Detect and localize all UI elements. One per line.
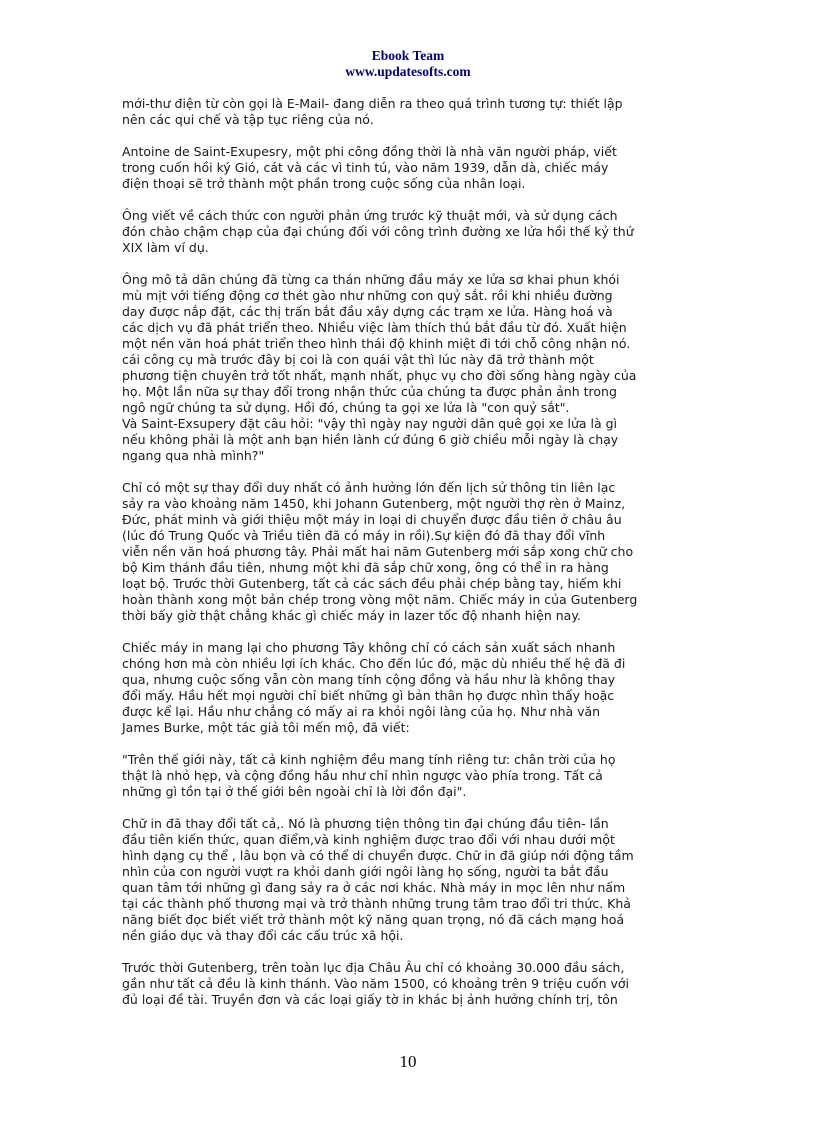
text-line: cái công cụ mà trước đây bị coi là con quái vật thì lúc này đã trở thành một [122, 352, 594, 367]
text-line: gần như tất cả đều là kinh thánh. Vào năm 1500, có khoảng trên 9 triệu cuốn với [122, 976, 629, 991]
text-line: ngang qua nhà mình?" [122, 448, 265, 463]
text-line: nếu không phải là một anh bạn hiền lành cứ đúng 6 giờ chiều mỗi ngày là chạy [122, 432, 619, 447]
paragraph [122, 96, 706, 128]
text-line: Ông mô tả dân chúng đã từng ca thán những đầu máy xe lửa sơ khai phun khói [122, 272, 620, 287]
text-line: (lúc đó Trung Quốc và Triều tiên đã có máy in rồi).Sự kiện đó đã thay đổi vĩnh [122, 528, 606, 543]
text-line: James Burke, một tác giả tôi mến mộ, đã viết: [122, 720, 410, 735]
page-number: 10 [399, 1052, 417, 1071]
text-line: được kể lại. Hầu như chẳng có mấy ai ra khỏi ngôi làng của họ. Như nhà văn [122, 704, 601, 719]
paragraph [122, 960, 706, 1008]
text-line: trong cuốn hồi ký Gió, cát và các vì tinh tú, vào năm 1939, dẫn dà, chiếc máy [122, 160, 609, 175]
paragraph [122, 640, 706, 736]
text-line: sảy ra vào khoảng năm 1450, khi Johann Gutenberg, một người thợ rèn ở Mainz, [122, 496, 626, 511]
text-line: bộ Kim thánh đầu tiên, nhưng một khi đã sắp chữ xong, ông có thể in ra hàng [122, 560, 609, 575]
text-line: Chỉ có một sự thay đổi duy nhất có ảnh hưởng lớn đến lịch sử thông tin liên lạc [122, 480, 616, 495]
header-url: www.updatesofts.com [345, 64, 471, 79]
paragraph [122, 208, 706, 256]
text-line: quan tâm tới những gì đang sảy ra ở các nơi khác. Nhà máy in mọc lên như nấm [122, 880, 626, 895]
text-line: day được nắp đặt, các thị trấn bắt đầu xây dựng các trạm xe lửa. Hàng hoá và [122, 304, 613, 319]
text-line: Và Saint-Exsupery đặt câu hỏi: "vậy thì ngày nay người dân quê gọi xe lửa là gì [122, 416, 618, 431]
text-line: Chữ in đã thay đổi tất cả,. Nó là phương tiện thông tin đại chúng đầu tiên- lần [122, 816, 609, 831]
text-line: các dịch vụ đã phát triển theo. Nhiều việc làm thích thú bắt đầu từ đó. Xuất hiện [122, 320, 627, 335]
text-line: XIX làm ví dụ. [122, 240, 209, 255]
text-line: "Trên thế giới này, tất cả kinh nghiệm đều mang tính riêng tư: chân trời của họ [122, 752, 616, 767]
text-line: nhìn của con người vượt ra khỏi danh giới ngôi làng họ sống, người ta bắt đầu [122, 864, 609, 879]
text-line: những gì tồn tại ở thế giới bên ngoài chỉ là lời đồn đại". [122, 784, 467, 799]
text-line: mới-thư điện từ còn gọi là E-Mail- đang diễn ra theo quá trình tương tự: thiết lập [122, 96, 623, 111]
text-line: tại các thành phố thương mại và trở thành những trung tâm trao đổi tri thức. Khả [122, 896, 631, 911]
text-line: nền giáo dục và thay đổi các cấu trúc xã hội. [122, 928, 404, 943]
text-line: thật là nhỏ hẹp, và cộng đồng hầu như chỉ nhìn ngược vào phía trong. Tất cả [122, 768, 603, 783]
text-line: nên các qui chế và tập tục riêng của nó. [122, 112, 374, 127]
text-line: đầu tiên kiến thức, quan điểm,và kinh nghiệm được trao đổi với nhau dưới một [122, 832, 615, 847]
text-line: họ. Một lần nữa sự thay đổi trong nhận thức của chúng ta được phản ảnh trong [122, 384, 617, 399]
text-line: loạt bộ. Trước thời Gutenberg, tất cả các sách đều phải chép bằng tay, hiếm khi [122, 576, 622, 591]
text-line: năng biết đọc biết viết trở thành một kỹ năng quan trọng, nó đã cách mạng hoá [122, 912, 625, 927]
text-line: viễn nền văn hoá phương tây. Phải mất hai năm Gutenberg mới sắp xong chữ cho [122, 544, 634, 559]
paragraph [122, 480, 706, 624]
text-line: chóng hơn mà còn nhiều lợi ích khác. Cho đến lúc đó, mặc dù nhiều thế hệ đã đi [122, 656, 626, 671]
text-line: phương tiện chuyên trở tốt nhất, mạnh nhất, phục vụ cho đời sống hàng ngày của [122, 368, 637, 383]
text-line: thời bấy giờ thật chẳng khác gì chiếc máy in lazer tốc độ nhanh hiện nay. [122, 608, 581, 623]
text-line: một nền văn hoá phát triển theo hình thái độ khinh miệt đi tới chỗ công nhận nó. [122, 336, 631, 351]
text-line: hình dạng cụ thể , lâu bọn và có thể di chuyển được. Chữ in đã giúp nới động tầm [122, 848, 634, 863]
paragraph [122, 272, 706, 464]
text-line: Đức, phát minh và giới thiệu một máy in loại di chuyển được đầu tiên ở châu âu [122, 512, 622, 527]
text-line: đủ loại đề tài. Truyền đơn và các loại giấy tờ in khác bị ảnh hưởng chính trị, tôn [122, 992, 618, 1007]
text-line: ngô ngữ chúng ta sử dụng. Hồi đó, chúng ta gọi xe lửa là "con quỷ sắt". [122, 400, 570, 415]
paragraph [122, 816, 706, 944]
text-line: Antoine de Saint-Exupesry, một phi công đồng thời là nhà văn người pháp, viết [122, 144, 617, 159]
paragraph [122, 144, 706, 192]
text-line: hoàn thành xong một bản chép trong vòng một năm. Chiếc máy in của Gutenberg [122, 592, 638, 607]
text-line: Chiếc máy in mang lại cho phương Tây không chỉ có cách sản xuất sách nhanh [122, 640, 616, 655]
text-line: điện thoại sẽ trở thành một phần trong cuộc sống của nhân loại. [122, 176, 526, 191]
text-line: qua, nhưng cuộc sống vẫn còn mang tính cộng đồng và hầu như là không thay [122, 672, 616, 687]
text-line: đón chào chậm chạp của đại chúng đối với công trình đường xe lửa hồi thế kỷ thứ [122, 224, 634, 239]
text-line: mù mịt với tiếng động cơ thét gào như những con quỷ sắt. rồi khi nhiều đường [122, 288, 613, 303]
text-line: đổi mấy. Hầu hết mọi người chỉ biết những gì bản thân họ được nhìn thấy hoặc [122, 688, 615, 703]
header-title: Ebook Team [371, 48, 445, 63]
body-text [122, 96, 706, 1008]
text-line: Trước thời Gutenberg, trên toàn lục địa Châu Âu chỉ có khoảng 30.000 đầu sách, [122, 960, 625, 975]
text-line: Ông viết về cách thức con người phản ứng trước kỹ thuật mới, và sử dụng cách [122, 208, 618, 223]
page-header [0, 48, 816, 80]
paragraph [122, 752, 706, 800]
